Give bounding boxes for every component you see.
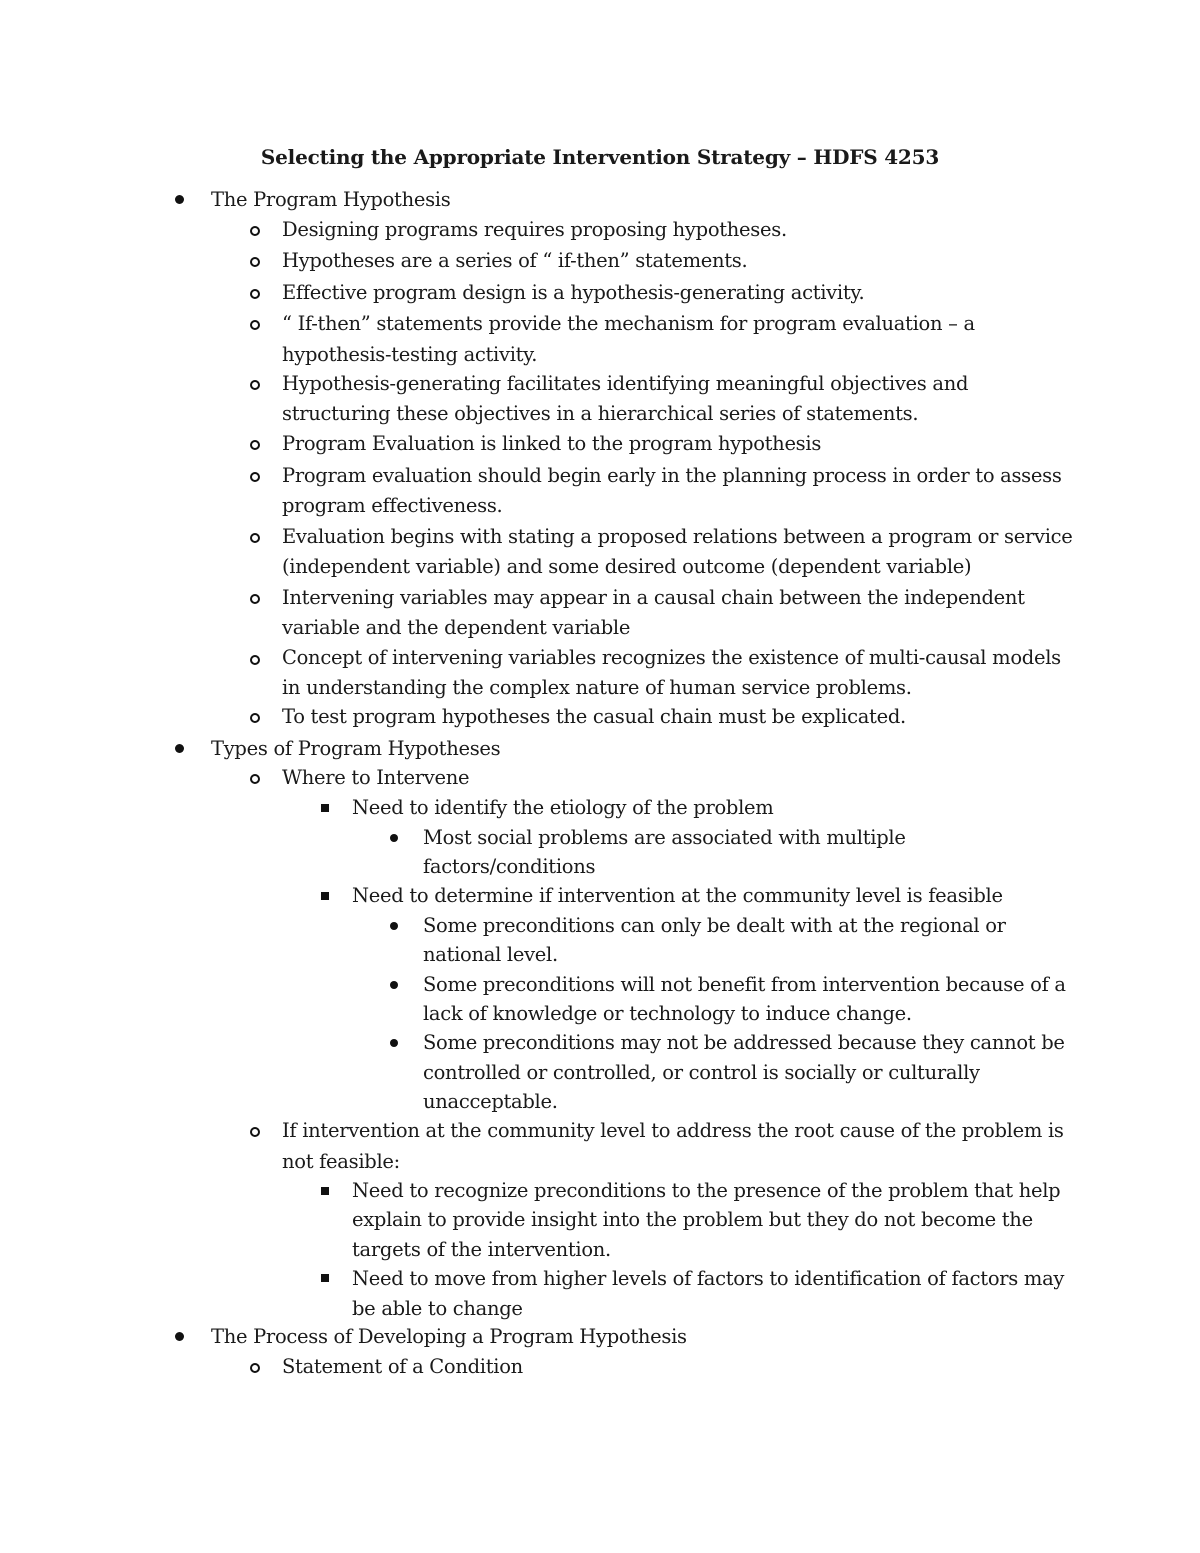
circle-bullet-icon (250, 440, 260, 450)
list-item-line: Some preconditions can only be dealt with at the regional or (423, 914, 1006, 937)
square-bullet-icon (321, 1274, 329, 1282)
list-item-line: Evaluation begins with stating a proposed relations between a program or service (282, 525, 1073, 548)
section-heading: The Process of Developing a Program Hypothesis (211, 1325, 687, 1348)
list-item-line: be able to change (352, 1297, 523, 1320)
list-item-line: hypothesis-testing activity. (282, 343, 538, 366)
list-item-line: national level. (423, 943, 558, 966)
list-item-line: Program evaluation should begin early in the planning process in order to assess (282, 464, 1062, 487)
list-item-line: If intervention at the community level to address the root cause of the problem is (282, 1119, 1064, 1142)
circle-bullet-icon (250, 1127, 260, 1137)
list-item: Effective program design is a hypothesis-generating activity. (282, 281, 865, 304)
circle-bullet-icon (250, 713, 260, 723)
list-item: Designing programs requires proposing hypotheses. (282, 218, 787, 241)
list-item-line: variable and the dependent variable (282, 616, 631, 639)
list-item-line: Some preconditions will not benefit from intervention because of a (423, 973, 1066, 996)
square-bullet-icon (321, 804, 329, 812)
disc-bullet-icon (390, 834, 398, 842)
list-item-line: Most social problems are associated with multiple (423, 826, 906, 849)
circle-bullet-icon (250, 774, 260, 784)
list-item-line: factors/conditions (423, 855, 596, 878)
list-item-line: Need to move from higher levels of factors to identification of factors may (352, 1267, 1065, 1290)
circle-bullet-icon (250, 257, 260, 267)
list-item-line: in understanding the complex nature of human service problems. (282, 676, 912, 699)
disc-bullet-icon (390, 981, 398, 989)
list-item-line: Hypothesis-generating facilitates identifying meaningful objectives and (282, 372, 969, 395)
list-item-line: Intervening variables may appear in a causal chain between the independent (282, 586, 1025, 609)
list-item-line: (independent variable) and some desired outcome (dependent variable) (282, 555, 972, 578)
disc-bullet-icon (175, 195, 184, 204)
list-item-line: Need to recognize preconditions to the presence of the problem that help (352, 1179, 1061, 1202)
circle-bullet-icon (250, 380, 260, 390)
list-item: Program Evaluation is linked to the program hypothesis (282, 432, 822, 455)
circle-bullet-icon (250, 1363, 260, 1373)
disc-bullet-icon (390, 922, 398, 930)
square-bullet-icon (321, 1187, 329, 1195)
list-item-line: not feasible: (282, 1150, 400, 1173)
list-item-line: explain to provide insight into the problem but they do not become the (352, 1208, 1033, 1231)
list-item-line: Concept of intervening variables recognizes the existence of multi-causal models (282, 646, 1061, 669)
disc-bullet-icon (175, 744, 184, 753)
circle-bullet-icon (250, 533, 260, 543)
list-item: To test program hypotheses the casual chain must be explicated. (282, 705, 906, 728)
list-item: Statement of a Condition (282, 1355, 523, 1378)
list-item-line: targets of the intervention. (352, 1238, 611, 1261)
circle-bullet-icon (250, 289, 260, 299)
document-title: Selecting the Appropriate Intervention Strategy – HDFS 4253 (260, 145, 940, 169)
list-item-line: lack of knowledge or technology to induce change. (423, 1002, 912, 1025)
list-item: Need to identify the etiology of the problem (352, 796, 774, 819)
section-heading: The Program Hypothesis (211, 188, 451, 211)
list-item: Where to Intervene (282, 766, 470, 789)
list-item-line: structuring these objectives in a hierarchical series of statements. (282, 402, 919, 425)
list-item-line: Some preconditions may not be addressed because they cannot be (423, 1031, 1065, 1054)
disc-bullet-icon (390, 1039, 398, 1047)
circle-bullet-icon (250, 655, 260, 665)
square-bullet-icon (321, 892, 329, 900)
list-item: Hypotheses are a series of “ if-then” statements. (282, 249, 748, 272)
list-item-line: controlled or controlled, or control is socially or culturally (423, 1061, 980, 1084)
disc-bullet-icon (175, 1332, 184, 1341)
circle-bullet-icon (250, 320, 260, 330)
list-item: Need to determine if intervention at the community level is feasible (352, 884, 1003, 907)
circle-bullet-icon (250, 472, 260, 482)
circle-bullet-icon (250, 594, 260, 604)
section-heading: Types of Program Hypotheses (211, 737, 501, 760)
list-item-line: program effectiveness. (282, 494, 503, 517)
circle-bullet-icon (250, 226, 260, 236)
list-item-line: “ If-then” statements provide the mechanism for program evaluation – a (282, 312, 975, 335)
list-item-line: unacceptable. (423, 1090, 558, 1113)
